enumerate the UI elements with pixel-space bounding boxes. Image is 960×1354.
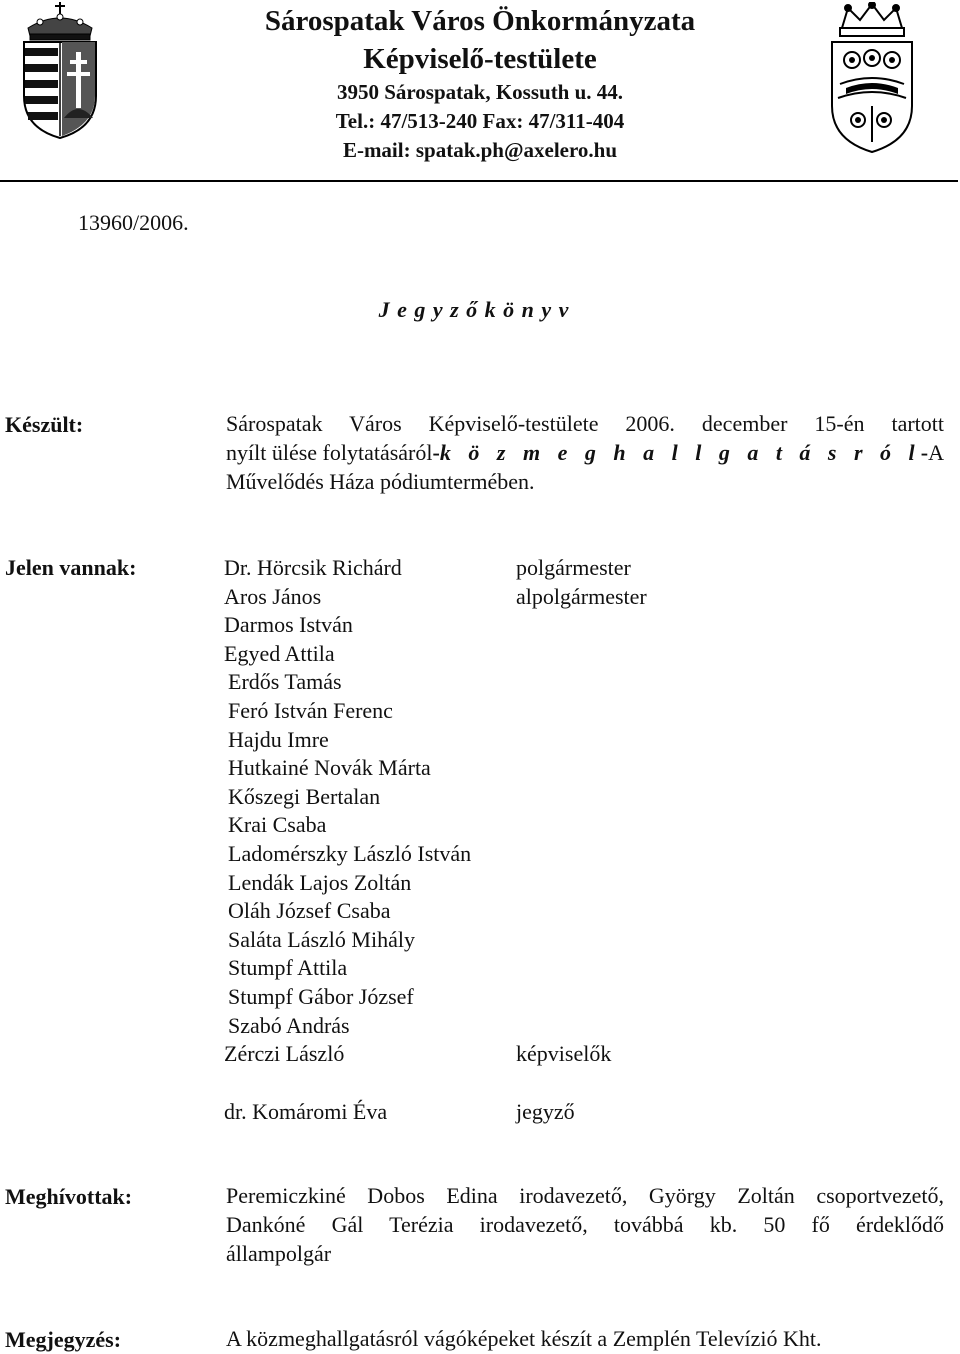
member-name: Feró István Ferenc xyxy=(228,698,393,723)
present-label: Jelen vannak: xyxy=(5,555,137,580)
address: 3950 Sárospatak, Kossuth u. 44. xyxy=(336,80,624,104)
keszult-line-1: Sárospatak Város Képviselő-testülete 2006. december 15-én tartott xyxy=(226,411,944,436)
keszult-dash: - xyxy=(920,440,929,465)
member-name: Stumpf Attila xyxy=(228,955,348,981)
invited-line-3: állampolgár xyxy=(226,1241,332,1266)
keszult-line-2 xyxy=(226,439,944,468)
keszult-line-2-prefix: nyílt ülése folytatásáról xyxy=(226,440,433,465)
member-role: képviselők xyxy=(516,1041,612,1067)
member-name: Hajdu Imre xyxy=(228,726,329,752)
invited-label: Meghívottak: xyxy=(5,1184,133,1209)
body-name: Képviselő-testülete xyxy=(363,43,597,75)
keszult-line-2-suffix: A xyxy=(928,440,944,465)
invited-line-2: Dankóné Gál Terézia irodavezető, továbbá kb. 50 fő érdeklődő xyxy=(226,1212,944,1237)
keszult-label: Készült: xyxy=(5,412,84,437)
invited-line-1: Peremiczkiné Dobos Edina irodavezető, György Zoltán csoportvezető, xyxy=(226,1183,944,1208)
member-name: dr. Komáromi Éva xyxy=(224,1099,388,1125)
phone-fax: Tel.: 47/513-240 Fax: 47/311-404 xyxy=(335,109,625,133)
member-name: Dr. Hörcsik Richárd xyxy=(224,555,402,580)
member-name: Aros János xyxy=(224,583,322,609)
note-text: A közmeghallgatásról vágóképeket készít a Zemplén Televízió Kht. xyxy=(226,1326,822,1351)
member-role: polgármester xyxy=(516,555,631,580)
member-name: Darmos István xyxy=(224,612,353,638)
member-name: Ladomérszky László István xyxy=(228,841,472,866)
member-role: jegyző xyxy=(516,1099,575,1125)
member-name: Saláta László Mihály xyxy=(228,926,415,952)
note-label: Megjegyzés: xyxy=(5,1327,122,1352)
member-name: Krai Csaba xyxy=(228,812,327,838)
member-name: Zérczi László xyxy=(224,1041,345,1067)
header-divider xyxy=(0,180,958,182)
email-address: E-mail: spatak.ph@axelero.hu xyxy=(342,138,618,162)
member-name: Erdős Tamás xyxy=(228,669,342,695)
member-role: alpolgármester xyxy=(516,583,647,609)
member-name: Stumpf Gábor József xyxy=(228,984,414,1009)
document-title: J e g y z ő k ö n y v xyxy=(378,297,570,322)
member-name: Kőszegi Bertalan xyxy=(228,783,381,809)
hungarian-coat-of-arms-icon xyxy=(20,0,100,140)
member-name: Oláh József Csaba xyxy=(228,898,391,924)
keszult-line-3: Művelődés Háza pódiumtermében. xyxy=(226,469,535,494)
keszult-dash: - xyxy=(432,440,440,465)
organization-name: Sárospatak Város Önkormányzata xyxy=(264,5,696,37)
member-name: Lendák Lajos Zoltán xyxy=(228,869,412,895)
sarospatak-coat-of-arms-icon xyxy=(826,2,918,154)
member-name: Szabó András xyxy=(228,1012,350,1038)
reference-number: 13960/2006. xyxy=(78,210,189,235)
member-name: Hutkainé Novák Márta xyxy=(228,755,431,781)
member-name: Egyed Attila xyxy=(224,640,335,666)
keszult-topic: k ö z m e g h a l l g a t á s r ó l xyxy=(439,440,921,465)
